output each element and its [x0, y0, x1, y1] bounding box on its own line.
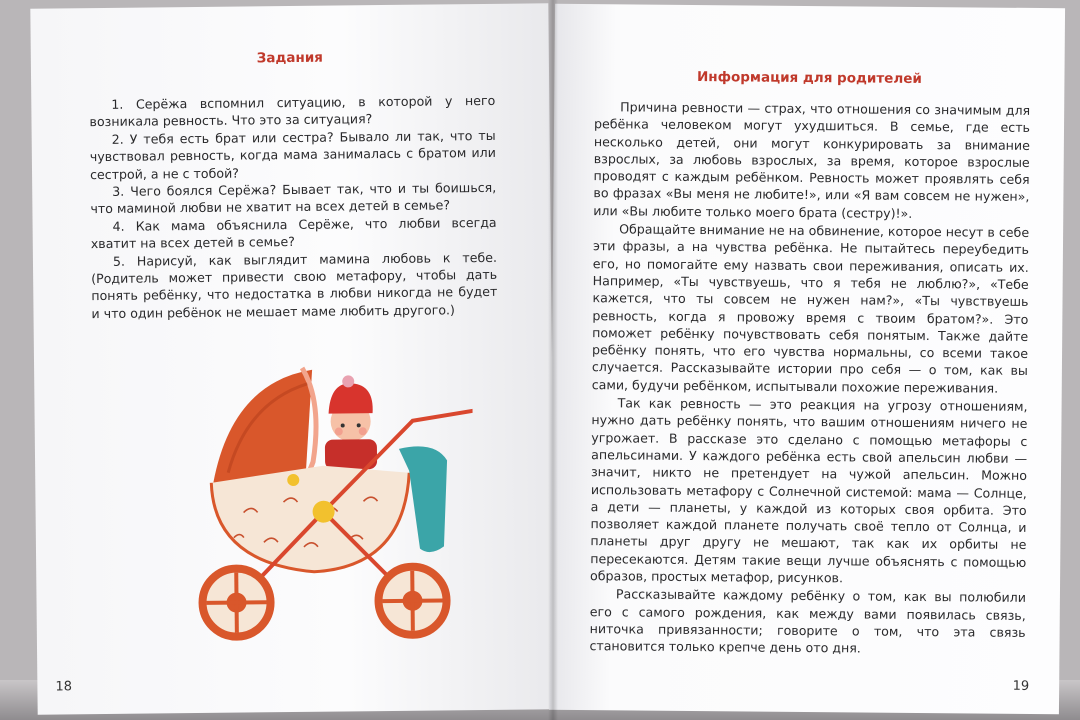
baby-hat [328, 383, 372, 414]
stroller-wheel [378, 566, 447, 635]
stroller-wheel [202, 568, 271, 637]
task-item: 1. Серёжа вспомнил ситуацию, в которой у него возникала ревность. Что это за ситуация? [89, 92, 496, 130]
parents-info-text [589, 98, 1030, 659]
page-number: 19 [1012, 678, 1030, 694]
left-page [30, 3, 555, 714]
task-item: 4. Как мама объяснила Серёже, что любви всегда хватит на всех детей в семье? [90, 214, 497, 252]
task-item: 5. Нарисуй, как выглядит мамина любовь к тебе. (Родитель может привести свою метафору, чтобы дать понять ребёнку, что недостатка в любви никогда не будет и что один ребёнок не мешает маме любить другого.) [91, 249, 498, 321]
page-number: 18 [55, 679, 73, 695]
info-paragraph: Причина ревности — страх, что отношения со значимым для ребёнка человеком могут ухудшиться. В семье, где есть несколько детей, они могут конкурировать за внимание взрослых, за любовь взрослых, за время, которое взрослые проводят с каждым ребёнком. Ревность может проявлять себя во фразах «Вы меня не любите!», или «Я вам совсем не нужен», или «Вы любите только моего брата (сестру)!». [593, 99, 1031, 221]
tasks-list [89, 92, 497, 323]
book-gutter [548, 0, 558, 720]
stroller-basket [211, 465, 410, 573]
task-item: 3. Чего боялся Серёжа? Бывает так, что и ты боишься, что маминой любви не хватит на всех детей в семье? [90, 179, 497, 217]
info-paragraph: Так как ревность — это реакция на угрозу отношениям, нужно дать ребёнку понять, что вашим отношениям ничего не угрожает. В рассказе это сделано с помощью метафоры с апельсинами. У каждого ребёнка есть свой апельсин любви — значит, никто не претендует на чужой апельсин. Можно использовать метафору с Солнечной системой: мама — Солнце, а дети — планеты, у каждой из которых своя орбита. Это позволяет каждой планете получать своё тепло от Солнца, и планеты друг другу не мешают, так как их орбиты не пересекаются. Детям такие вещи лучше объяснять с помощью образов, простых метафор, рисунков. [590, 395, 1028, 586]
parents-info-heading: Информация для родителей [696, 69, 922, 87]
task-item: 2. У тебя есть брат или сестра? Бывало ли так, что ты чувствовал ревность, когда мама занималась с братом или сестрой, а не с тобой? [89, 127, 496, 182]
baby-stroller-illustration [172, 360, 475, 653]
info-paragraph: Обращайте внимание не на обвинение, которое несут в себе эти фразы, а на чувства ребёнка. Не пытайтесь переубедить его, но помогайте ему назвать свои переживания, описать их. Например, «Ты чувствуешь, что я тебя не люблю?», «Тебе кажется, что ты совсем не нужен нам?», «Ты чувствуешь ревность, когда я провожу время с твоим братом?». Это поможет ребёнку почувствовать себя понятым. Также дайте ребёнку понять, что его чувства нормальны, со всеми такое случается. Рассказывайте истории про себя — о том, как вы сами, будучи ребёнком, испытывали похожие переживания. [591, 221, 1030, 396]
info-paragraph: Рассказывайте каждому ребёнку о том, как вы полюбили его с самого рождения, как между вами появилась связь, ниточка привязанности; говорите о том, что эта связь становится только крепче день ото дня. [589, 586, 1026, 656]
tasks-heading: Задания [256, 49, 324, 67]
right-page [549, 4, 1065, 714]
